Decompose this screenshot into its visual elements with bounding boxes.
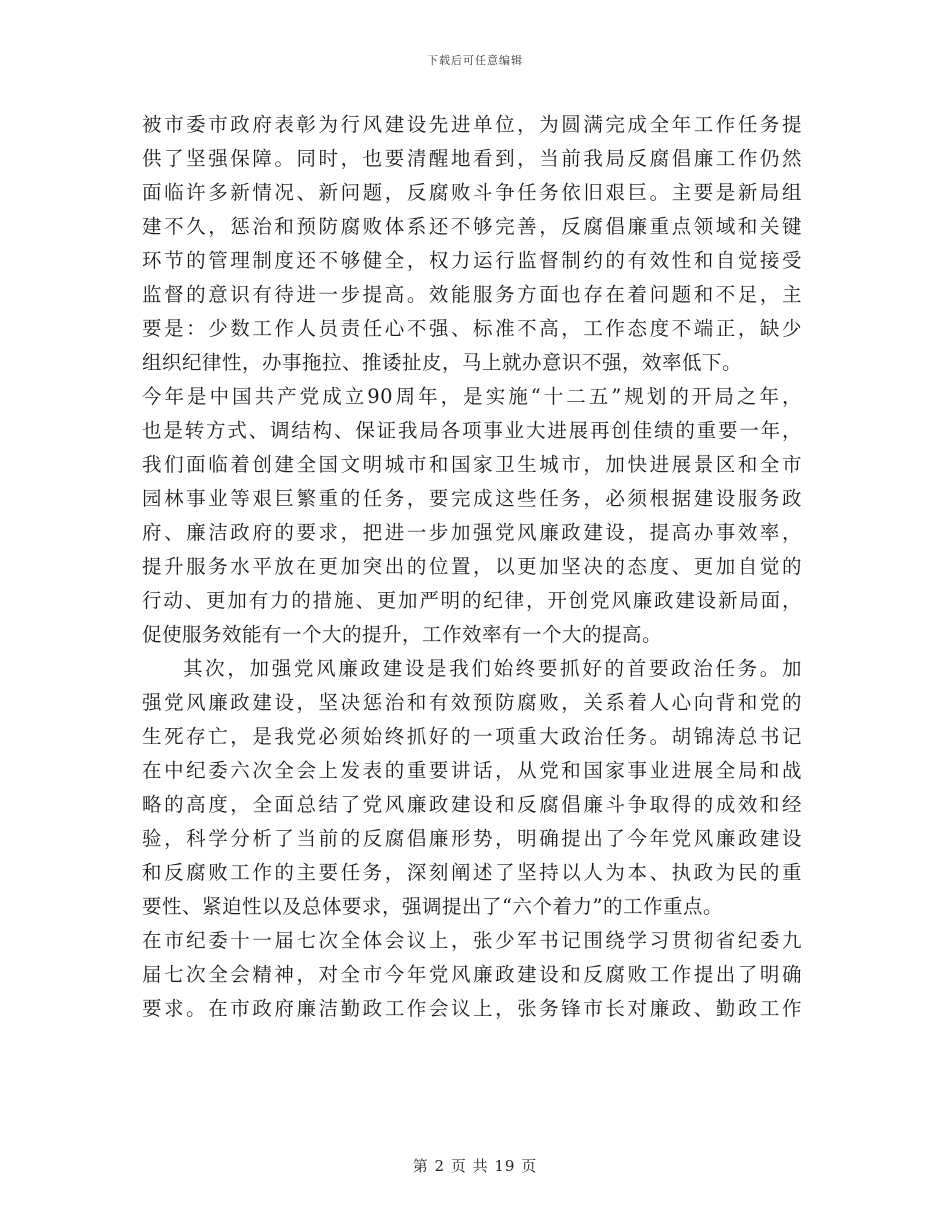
text-line: 生死存亡，是我党必须始终抓好的一项重大政治任务。胡锦涛总书记 <box>142 725 802 748</box>
text-line: 要求。在市政府廉洁勤政工作会议上，张务锋市长对廉政、勤政工作 <box>142 997 802 1020</box>
text-line: 供了坚强保障。同时，也要清醒地看到，当前我局反腐倡廉工作仍然 <box>142 147 802 170</box>
text-line: 验，科学分析了当前的反腐倡廉形势，明确提出了今年党风廉政建设 <box>142 827 802 850</box>
text-line: 促使服务效能有一个大的提升，工作效率有一个大的提高。 <box>142 623 663 646</box>
text-line: 提升服务水平放在更加突出的位置，以更加坚决的态度、更加自觉的 <box>142 555 802 578</box>
text-line: 我们面临着创建全国文明城市和国家卫生城市，加快进展景区和全市 <box>142 453 802 476</box>
header-note: 下载后可任意编辑 <box>427 54 523 67</box>
text-line: 建不久，惩治和预防腐败体系还不够完善，反腐倡廉重点领域和关键 <box>142 215 802 238</box>
text-line: 府、廉洁政府的要求，把进一步加强党风廉政建设，提高办事效率， <box>142 521 802 544</box>
paragraph-2 <box>142 652 802 1026</box>
text-line: 行动、更加有力的措施、更加严明的纪律，开创党风廉政建设新局面， <box>142 589 802 612</box>
text-line: 强党风廉政建设，坚决惩治和有效预防腐败，关系着人心向背和党的 <box>142 691 802 714</box>
text-line: 其次，加强党风廉政建设是我们始终要抓好的首要政治任务。加 <box>183 657 802 680</box>
text-line: 也是转方式、调结构、保证我局各项事业大进展再创佳绩的重要一年， <box>142 419 802 442</box>
text-line: 要性、紧迫性以及总体要求，强调提出了“六个着力”的工作重点。 <box>142 895 723 918</box>
text-line: 在中纪委六次全会上发表的重要讲话，从党和国家事业进展全局和战 <box>142 759 802 782</box>
text-line: 环节的管理制度还不够健全，权力运行监督制约的有效性和自觉接受 <box>142 249 802 272</box>
text-line: 监督的意识有待进一步提高。效能服务方面也存在着问题和不足，主 <box>142 283 802 306</box>
paragraph-1 <box>142 108 802 652</box>
text-line: 要是：少数工作人员责任心不强、标准不高，工作态度不端正，缺少 <box>142 317 802 340</box>
page-number-footer: 第 2 页 共 19 页 <box>412 1157 538 1175</box>
text-line: 届七次全会精神，对全市今年党风廉政建设和反腐败工作提出了明确 <box>142 963 802 986</box>
document-body <box>142 108 802 1026</box>
text-line: 组织纪律性，办事拖拉、推诿扯皮，马上就办意识不强，效率低下。 <box>142 351 743 374</box>
text-line: 和反腐败工作的主要任务，深刻阐述了坚持以人为本、执政为民的重 <box>142 861 802 884</box>
text-line: 在市纪委十一届七次全体会议上，张少军书记围绕学习贯彻省纪委九 <box>142 929 802 952</box>
text-line: 面临许多新情况、新问题，反腐败斗争任务依旧艰巨。主要是新局组 <box>142 181 802 204</box>
text-line: 被市委市政府表彰为行风建设先进单位，为圆满完成全年工作任务提 <box>142 113 802 136</box>
text-line: 园林事业等艰巨繁重的任务，要完成这些任务，必须根据建设服务政 <box>142 487 802 510</box>
text-line: 今年是中国共产党成立90周年，是实施“十二五”规划的开局之年， <box>142 385 802 408</box>
text-line: 略的高度，全面总结了党风廉政建设和反腐倡廉斗争取得的成效和经 <box>142 793 802 816</box>
